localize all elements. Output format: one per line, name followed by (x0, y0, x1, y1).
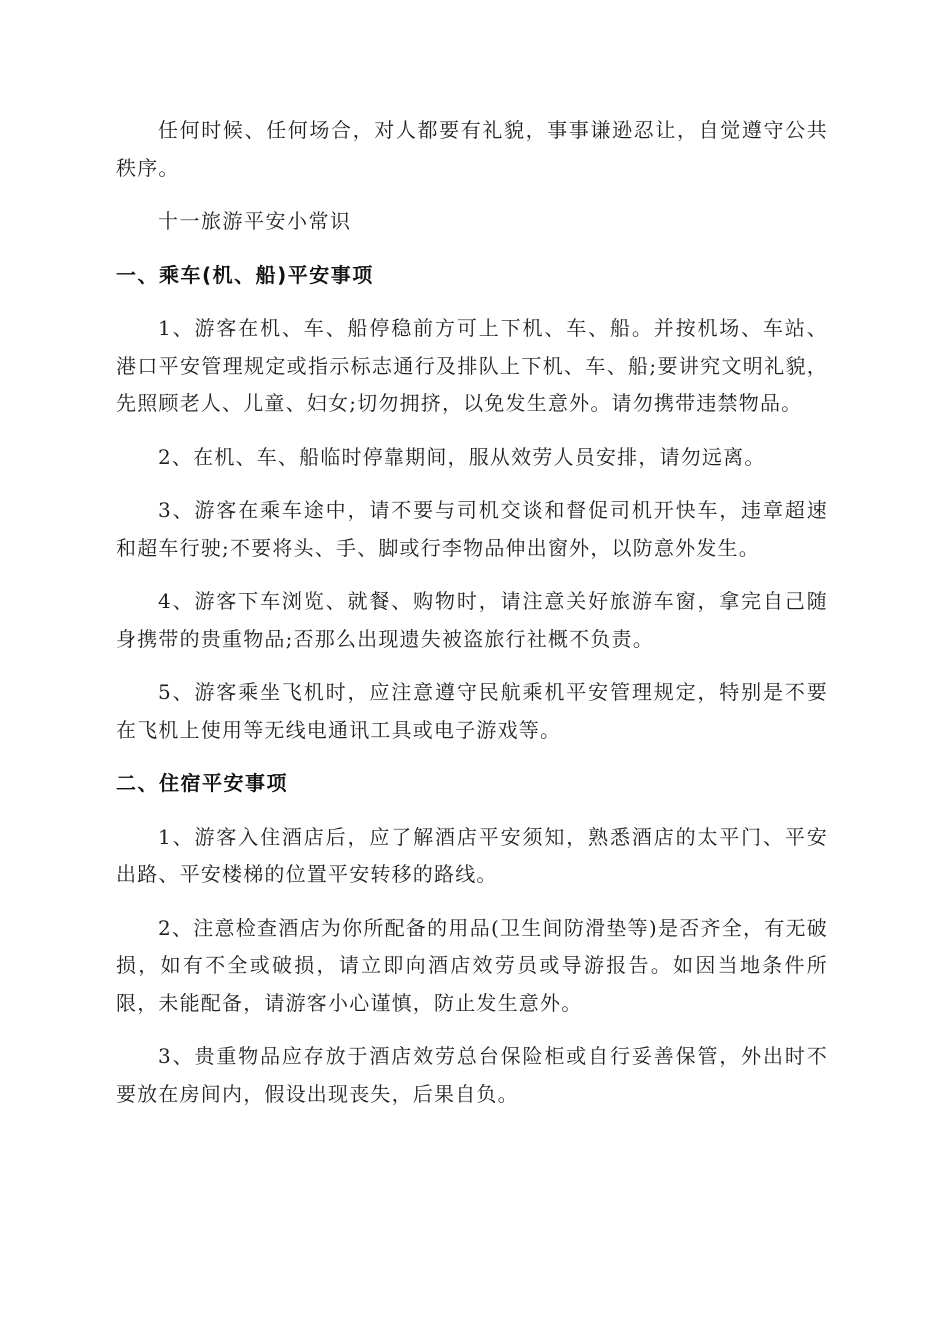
section-heading-lodging: 二、住宿平安事项 (116, 771, 288, 795)
section2-item-3: 3、贵重物品应存放于酒店效劳总台保险柜或自行妥善保管，外出时不要放在房间内，假设出现丧失，后果自负。 (116, 1044, 828, 1106)
spacer (116, 658, 828, 674)
spacer (116, 423, 828, 439)
spacer (116, 894, 828, 910)
section1-item-4: 4、游客下车浏览、就餐、购物时，请注意关好旅游车窗，拿完自己随身携带的贵重物品;否那么出现遗失被盗旅行社概不负责。 (116, 589, 828, 651)
intro-paragraph: 任何时候、任何场合，对人都要有礼貌，事事谦逊忍让，自觉遵守公共秩序。 (116, 118, 828, 180)
section1-item-5: 5、游客乘坐飞机时，应注意遵守民航乘机平安管理规定，特别是不要在飞机上使用等无线电通讯工具或电子游戏等。 (116, 680, 828, 742)
section2-item-2: 2、注意检查酒店为你所配备的用品(卫生间防滑垫等)是否齐全，有无破损，如有不全或破损，请立即向酒店效劳员或导游报告。如因当地条件所限，未能配备，请游客小心谨慎，防止发生意外。 (116, 915, 828, 1015)
section1-item-1: 1、游客在机、车、船停稳前方可上下机、车、船。并按机场、车站、港口平安管理规定或指示标志通行及排队上下机、车、船;要讲究文明礼貌，先照顾老人、儿童、妇女;切勿拥挤，以免发生意外。请勿携带违禁物品。 (116, 316, 828, 415)
section1-item-3: 3、游客在乘车途中，请不要与司机交谈和督促司机开快车，违章超速和超车行驶;不要将头、手、脚或行李物品伸出窗外，以防意外发生。 (116, 498, 828, 560)
spacer (116, 749, 828, 765)
spacer (116, 567, 828, 583)
spacer (116, 476, 828, 492)
document-body (116, 112, 828, 1113)
spacer (116, 241, 828, 257)
main-title: 十一旅游平安小常识 (158, 209, 352, 233)
spacer (116, 187, 828, 203)
section1-item-2: 2、在机、车、船临时停靠期间，服从效劳人员安排，请勿远离。 (158, 444, 766, 469)
section2-item-1: 1、游客入住酒店后，应了解酒店平安须知，熟悉酒店的太平门、平安出路、平安楼梯的位置平安转移的路线。 (116, 824, 828, 886)
spacer (116, 294, 828, 310)
spacer (116, 803, 828, 819)
spacer (116, 1022, 828, 1038)
section-heading-transport: 一、乘车(机、船)平安事项 (116, 262, 374, 287)
